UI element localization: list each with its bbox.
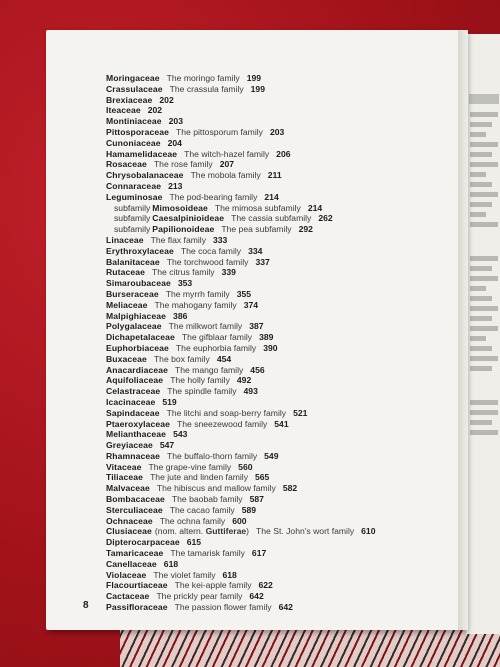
toc-entry [106, 472, 446, 483]
common-name: The witch-hazel family [184, 148, 270, 159]
common-name: The crassula family [169, 83, 244, 94]
common-name: The rose family [153, 159, 213, 170]
family-name: Linaceae [106, 234, 144, 245]
toc-entry [106, 192, 446, 203]
page-ref: 521 [293, 407, 308, 418]
toc-entry [106, 289, 446, 300]
page-ref: 547 [159, 440, 175, 451]
family-name: Hamamelidaceae [106, 148, 178, 159]
page-ref: 374 [243, 299, 259, 310]
family-name: Mimosoideae [152, 202, 208, 213]
rank-prefix: subfamily [114, 202, 151, 213]
toc-entry [106, 386, 446, 397]
family-name: Canellaceae [106, 558, 157, 569]
toc-entry [106, 84, 446, 95]
family-name: Brexiaceae [106, 94, 153, 105]
family-name: Icacinaceae [106, 396, 156, 407]
common-name: The buffalo-thorn family [167, 450, 258, 461]
family-name: Polygalaceae [106, 321, 162, 332]
page-ref: 334 [248, 245, 263, 256]
family-name: Montiniaceae [106, 116, 162, 127]
common-name: The mobola family [190, 170, 261, 181]
common-name: The baobab family [171, 494, 243, 505]
toc-entry [106, 95, 446, 106]
page-ref: 202 [147, 105, 163, 116]
common-name: The euphorbia family [175, 342, 257, 353]
toc-entry [106, 116, 446, 127]
page-number: 8 [83, 600, 89, 611]
page-ref: 541 [274, 418, 289, 429]
toc-entry [106, 429, 446, 440]
family-name: Ochnaceae [106, 515, 153, 526]
toc-entry [106, 548, 446, 559]
common-name: The cassia subfamily [231, 213, 312, 224]
toc-entry [106, 559, 446, 570]
toc-entry [106, 343, 446, 354]
family-name: Moringaceae [106, 73, 160, 83]
page-ref: 565 [255, 472, 270, 483]
page-ref: 642 [249, 591, 264, 602]
family-name: Papilionoideae [152, 224, 215, 235]
toc-entry [106, 127, 446, 138]
common-name: The sneezewood family [177, 418, 268, 429]
page-ref: 207 [219, 159, 235, 170]
family-name: Dichapetalaceae [106, 332, 175, 343]
page-ref: 493 [243, 386, 258, 397]
page-ref: 199 [246, 73, 262, 83]
rank-prefix: subfamily [114, 213, 151, 224]
page-ref: 214 [307, 202, 323, 213]
toc-entry [106, 365, 446, 376]
family-name: Rutaceae [106, 267, 146, 278]
common-name: The torchwood family [166, 256, 249, 267]
toc-entry [106, 451, 446, 462]
common-name: The pea subfamily [221, 224, 292, 235]
common-name: The jute and linden family [150, 472, 248, 483]
toc-entry [106, 300, 446, 311]
toc-entry [106, 181, 446, 192]
toc-entry [106, 203, 446, 214]
toc-entry [106, 419, 446, 430]
family-name: Iteaceae [106, 105, 141, 116]
page-ref: 589 [241, 504, 257, 515]
page-ref: 549 [264, 450, 279, 461]
page-ref: 622 [258, 580, 273, 591]
family-name: Meliaceae [106, 299, 148, 310]
common-name: The passion flower family [174, 602, 272, 613]
toc-entry [106, 105, 446, 116]
common-name: The holly family [170, 375, 230, 386]
book-gutter [458, 30, 468, 630]
page-ref: 456 [250, 364, 265, 375]
family-name: Vitaceae [106, 461, 142, 472]
alternative-open: (nom. altern. [154, 526, 204, 537]
toc-entry [106, 267, 446, 278]
family-name: Bombacaceae [106, 494, 165, 505]
toc-entry [106, 505, 446, 516]
toc-entry [106, 73, 446, 84]
page-ref: 492 [236, 375, 252, 386]
toc-entry [106, 570, 446, 581]
toc-entry [106, 580, 446, 591]
toc-entry [106, 602, 446, 613]
alternative-close: ) [246, 526, 250, 537]
alternative-family-name: Guttiferae [205, 526, 247, 537]
common-name: The mahogany family [154, 299, 237, 310]
page-ref: 211 [267, 170, 282, 181]
toc-entry [106, 397, 446, 408]
page-ref: 206 [276, 148, 291, 159]
page-ref: 339 [221, 267, 236, 278]
common-name: The mimosa subfamily [214, 202, 301, 213]
toc-entry [106, 537, 446, 548]
common-name: The box family [153, 353, 210, 364]
page-ref: 214 [264, 191, 279, 202]
toc-entry [106, 375, 446, 386]
family-name: Flacourtiaceae [106, 580, 168, 591]
family-name: Leguminosae [106, 191, 163, 202]
page-ref: 202 [159, 94, 174, 105]
toc-entry [106, 149, 446, 160]
page-ref: 292 [298, 224, 313, 235]
page-ref: 615 [186, 537, 202, 548]
toc-entry [106, 257, 446, 268]
family-name: Crassulaceae [106, 83, 163, 94]
page-ref: 642 [278, 602, 293, 613]
family-name: Rosaceae [106, 159, 147, 170]
family-name: Melianthaceae [106, 429, 167, 440]
toc-entry [106, 170, 446, 181]
common-name: The St. John's wort family [256, 526, 355, 537]
family-name: Ptaeroxylaceae [106, 418, 170, 429]
page-ref: 199 [250, 83, 265, 94]
toc-entry [106, 591, 446, 602]
toc-entry [106, 311, 446, 322]
family-name: Violaceae [106, 569, 147, 580]
page-ref: 333 [213, 234, 228, 245]
toc-entry [106, 224, 446, 235]
toc-entry [106, 138, 446, 149]
table-of-contents [106, 73, 446, 613]
page-ref: 386 [173, 310, 188, 321]
common-name: The myrrh family [165, 288, 230, 299]
page-ref: 618 [222, 569, 237, 580]
family-name: Buxaceae [106, 353, 147, 364]
family-name: Cactaceae [106, 591, 150, 602]
facing-page-edge [466, 34, 500, 634]
common-name: The litchi and soap-berry family [166, 407, 287, 418]
toc-entry [106, 483, 446, 494]
family-name: Balanitaceae [106, 256, 160, 267]
family-name: Connaraceae [106, 180, 162, 191]
page-ref: 389 [259, 332, 274, 343]
page-ref: 353 [177, 278, 193, 289]
page-ref: 387 [249, 321, 264, 332]
toc-entry [106, 159, 446, 170]
page-ref: 262 [318, 213, 333, 224]
common-name: The grape-vine family [148, 461, 232, 472]
rank-prefix: subfamily [114, 224, 151, 235]
page-ref: 519 [162, 396, 177, 407]
common-name: The coca family [180, 245, 242, 256]
page-ref: 543 [173, 429, 188, 440]
alternative-name [155, 526, 249, 536]
toc-entry [106, 408, 446, 419]
family-name: Celastraceae [106, 386, 161, 397]
family-name: Euphorbiaceae [106, 342, 169, 353]
page-ref: 454 [216, 353, 232, 364]
family-name: Rhamnaceae [106, 450, 161, 461]
family-name: Chrysobalanaceae [106, 170, 184, 181]
family-name: Anacardiaceae [106, 364, 168, 375]
toc-entry [106, 246, 446, 257]
common-name: The prickly pear family [156, 591, 243, 602]
page-ref: 617 [251, 548, 267, 559]
family-name: Malpighiaceae [106, 310, 167, 321]
page-ref: 618 [163, 558, 179, 569]
toc-entry [106, 321, 446, 332]
family-name: Malvaceae [106, 483, 150, 494]
page-ref: 213 [168, 180, 183, 191]
toc-entry [106, 235, 446, 246]
family-name: Tiliaceae [106, 472, 144, 483]
toc-entry [106, 440, 446, 451]
common-name: The tamarisk family [170, 548, 245, 559]
family-name: Burseraceae [106, 288, 159, 299]
page-ref: 203 [168, 116, 183, 127]
family-name: Pittosporaceae [106, 126, 170, 137]
common-name: The violet family [153, 569, 216, 580]
common-name: The moringo family [166, 73, 240, 83]
family-name: Sapindaceae [106, 407, 160, 418]
common-name: The milkwort family [168, 321, 243, 332]
family-name: Simaroubaceae [106, 278, 171, 289]
common-name: The mango family [174, 364, 244, 375]
page-ref: 587 [249, 494, 264, 505]
family-name: Sterculiaceae [106, 504, 163, 515]
family-name: Clusiaceae [106, 526, 152, 537]
page-ref: 600 [232, 515, 247, 526]
common-name: The pod-bearing family [169, 191, 258, 202]
family-name: Cunoniaceae [106, 137, 161, 148]
toc-entry [106, 516, 446, 527]
toc-entry [106, 354, 446, 365]
toc-entry [106, 332, 446, 343]
toc-entry [106, 462, 446, 473]
page-ref: 203 [269, 126, 285, 137]
toc-entry [106, 278, 446, 289]
family-name: Greyiaceae [106, 440, 153, 451]
page-ref: 610 [361, 526, 376, 537]
toc-entry [106, 526, 446, 537]
common-name: The flax family [150, 234, 206, 245]
common-name: The hibiscus and mallow family [156, 483, 276, 494]
toc-entry [106, 213, 446, 224]
family-name: Dipterocarpaceae [106, 537, 180, 548]
common-name: The pittosporum family [176, 126, 263, 137]
family-name: Caesalpinioideae [152, 213, 225, 224]
common-name: The spindle family [167, 386, 237, 397]
page-ref: 337 [255, 256, 270, 267]
family-name: Tamaricaceae [106, 548, 164, 559]
page-ref: 560 [238, 461, 253, 472]
family-name: Aquifoliaceae [106, 375, 164, 386]
common-name: The ochna family [159, 515, 226, 526]
common-name: The cacao family [169, 504, 235, 515]
page-ref: 390 [263, 342, 278, 353]
family-name: Erythroxylaceae [106, 245, 174, 256]
page-ref: 355 [236, 288, 252, 299]
page-ref: 204 [167, 137, 182, 148]
common-name: The kei-apple family [174, 580, 252, 591]
common-name: The citrus family [152, 267, 215, 278]
page-ref: 582 [282, 483, 298, 494]
toc-entry [106, 494, 446, 505]
family-name: Passifloraceae [106, 602, 168, 613]
common-name: The gifblaar family [181, 332, 253, 343]
